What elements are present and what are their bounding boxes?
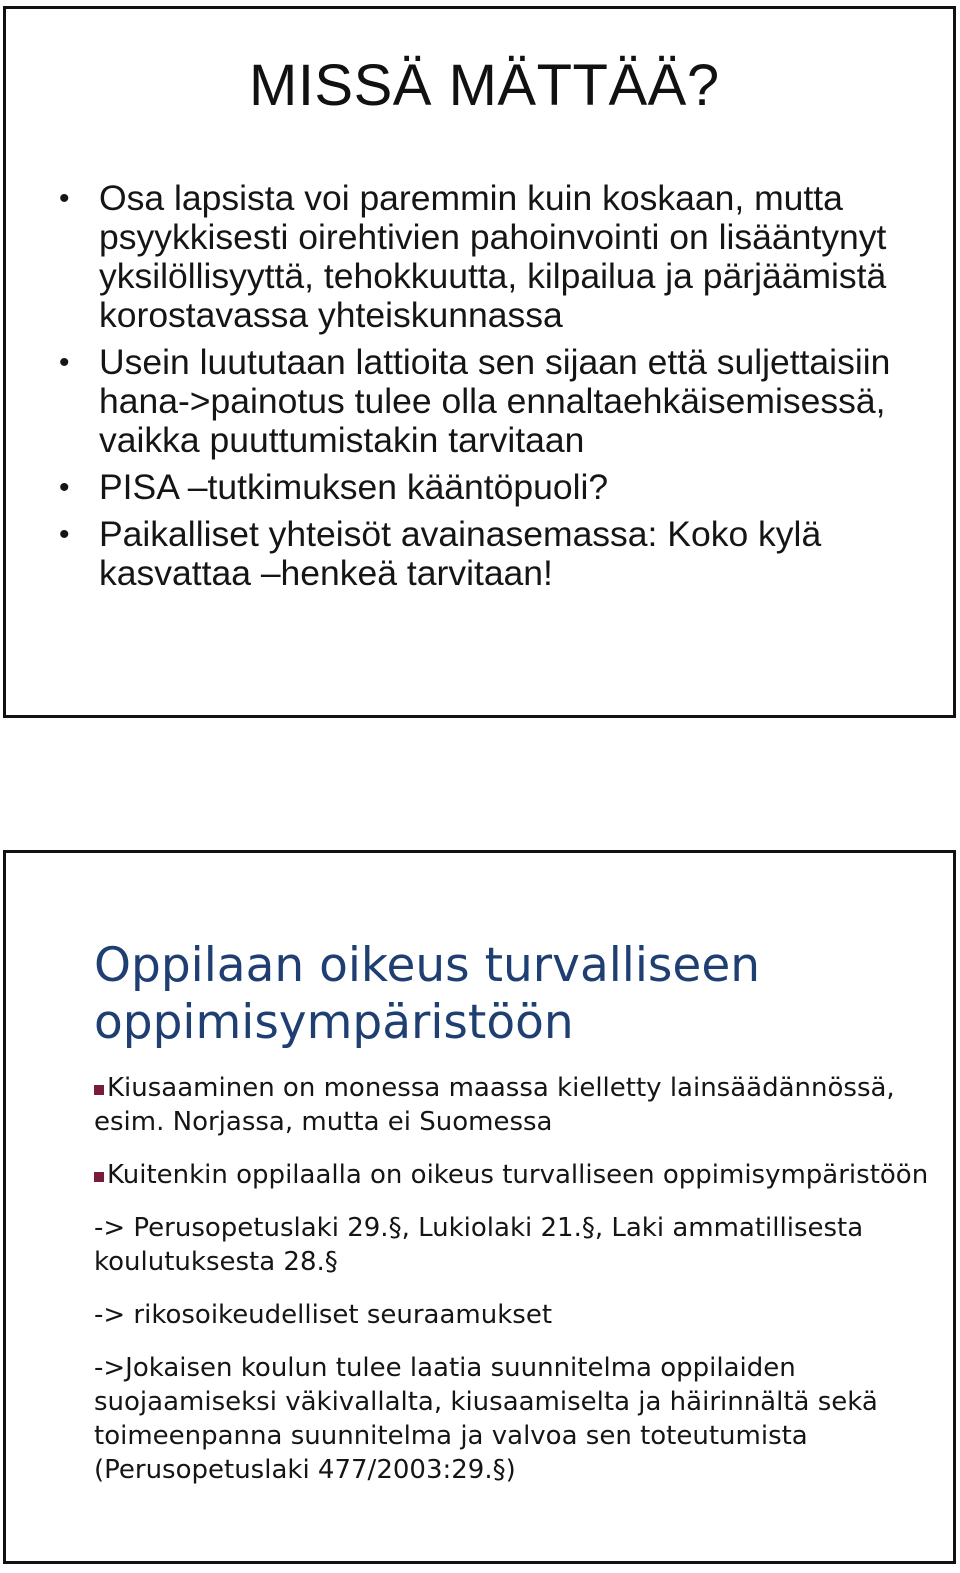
list-item [59, 468, 919, 507]
list-item [59, 343, 919, 460]
list-item-text: PISA –tutkimuksen kääntöpuoli? [99, 467, 609, 507]
slide-1-title: MISSÄ MÄTTÄÄ? [249, 53, 720, 118]
list-item [59, 179, 919, 335]
paragraph [94, 1158, 954, 1192]
paragraph [94, 1071, 954, 1139]
paragraph-text: Kuitenkin oppilaalla on oikeus turvalliseen oppimisympäristöön [107, 1160, 929, 1190]
square-bullet-icon [94, 1085, 104, 1095]
slide-2-body [94, 1071, 954, 1506]
list-item-text: Osa lapsista voi paremmin kuin koskaan, mutta psyykkisesti oirehtivien pahoinvointi on lisääntynyt yksilöllisyyttä, tehokkuutta, kilpailua ja pärjäämistä korostavassa yhteiskunnassa [99, 178, 887, 335]
bullet-dot-icon: • [59, 518, 70, 551]
paragraph: ->Jokaisen koulun tulee laatia suunnitelma oppilaiden suojaamiseksi väkivallalta, kiusaamiselta ja häirinnältä sekä toimeenpanna suunnitelma ja valvoa sen toteutumista (Perusopetuslaki 477/2003:29.§) [94, 1353, 878, 1485]
slide-1-bullet-list [59, 179, 919, 601]
slide-1 [3, 6, 956, 718]
bullet-dot-icon: • [59, 346, 70, 379]
paragraph: -> rikosoikeudelliset seuraamukset [94, 1300, 553, 1330]
paragraph-text: Kiusaaminen on monessa maassa kielletty lainsäädännössä, esim. Norjassa, mutta ei Suomessa [94, 1073, 895, 1137]
bullet-dot-icon: • [59, 471, 70, 504]
list-item-text: Paikalliset yhteisöt avainasemassa: Koko kylä kasvattaa –henkeä tarvitaan! [99, 514, 822, 593]
square-bullet-icon [94, 1172, 104, 1182]
bullet-dot-icon: • [59, 182, 70, 215]
list-item-text: Usein luututaan lattioita sen sijaan että suljettaisiin hana->painotus tulee olla ennaltaehkäisemisessä, vaikka puuttumistakin tarvitaan [99, 342, 891, 460]
slide-2 [3, 850, 956, 1564]
list-item [59, 515, 919, 593]
paragraph: -> Perusopetuslaki 29.§, Lukiolaki 21.§, Laki ammatillisesta koulutuksesta 28.§ [94, 1213, 864, 1277]
slide-2-title: Oppilaan oikeus turvalliseen oppimisympäristöön [94, 938, 761, 1050]
